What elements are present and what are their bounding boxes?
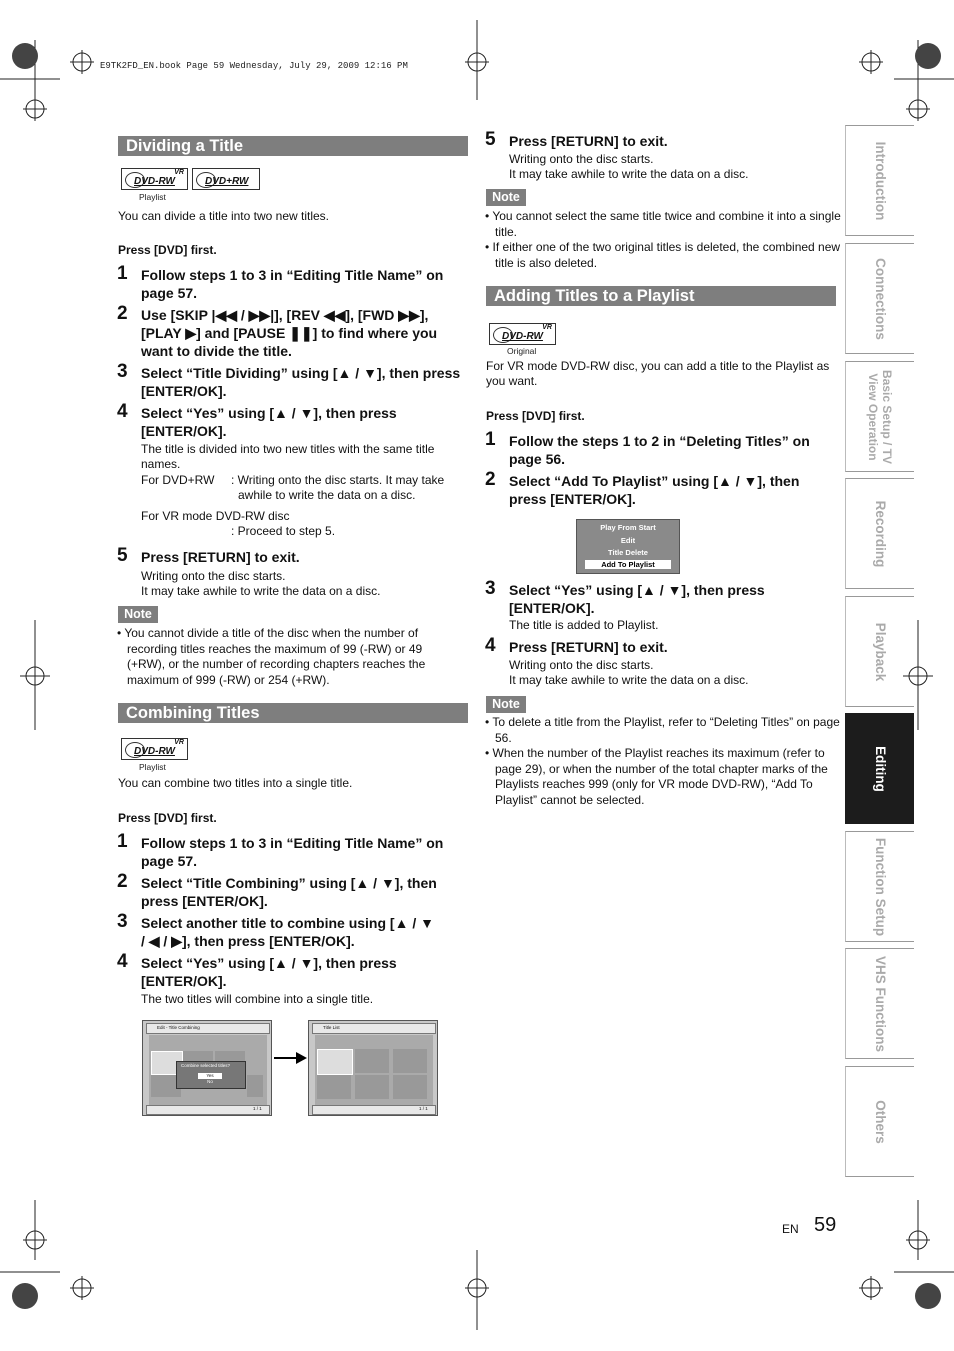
step-text: Press [RETURN] to exit. bbox=[141, 549, 300, 565]
note-text: • You cannot select the same title twice and combine it into a single title. bbox=[485, 209, 841, 239]
step-description: It may take awhile to write the data on a disc. bbox=[141, 584, 381, 598]
note-label: Note bbox=[486, 189, 526, 206]
step-text: Press [RETURN] to exit. bbox=[509, 639, 668, 655]
section-title-combining: Combining Titles bbox=[118, 703, 468, 723]
dialog-text: Combine selected titles? bbox=[181, 1063, 231, 1068]
note-text: • If either one of the two original titles is deleted, the combined new title is also deleted. bbox=[485, 240, 841, 270]
menu-item[interactable]: Title Delete bbox=[608, 548, 648, 557]
intro-text: For VR mode DVD-RW disc, you can add a title to the Playlist as you want. bbox=[486, 359, 830, 388]
press-instruction: Press [DVD] first. bbox=[486, 409, 585, 423]
step-number: 4 bbox=[117, 401, 128, 422]
press-instruction: Press [DVD] first. bbox=[118, 243, 217, 257]
step-number: 4 bbox=[117, 951, 128, 972]
playlist-menu bbox=[576, 519, 680, 574]
step-number: 3 bbox=[485, 578, 496, 599]
intro-text: You can divide a title into two new titles. bbox=[118, 209, 330, 223]
step-number: 5 bbox=[117, 545, 128, 566]
press-instruction: Press [DVD] first. bbox=[118, 811, 217, 825]
step-text: Select “Title Combining” using [▲ / ▼], then press [ENTER/OK]. bbox=[141, 875, 437, 909]
menu-item[interactable]: Play From Start bbox=[600, 523, 656, 532]
step-number: 4 bbox=[485, 635, 496, 656]
step-text: Press [RETURN] to exit. bbox=[509, 133, 668, 149]
menu-item[interactable]: Edit bbox=[620, 536, 636, 545]
note-text: • When the number of the Playlist reaches its maximum (refer to page 29), or when the number of the total chapter marks of the Playlists reaches 999 (only for VR mode DVD-RW), “Add To Playlist” cannot be selected. bbox=[485, 746, 828, 807]
language-label: EN bbox=[782, 1222, 799, 1236]
step-number: 2 bbox=[117, 871, 128, 892]
tab-others[interactable]: Others bbox=[845, 1066, 914, 1177]
screen-title: Edit - Title Combining bbox=[157, 1025, 200, 1030]
note-text: • To delete a title from the Playlist, refer to “Deleting Titles” on page 56. bbox=[485, 715, 840, 745]
tab-recording[interactable]: Recording bbox=[845, 478, 914, 589]
dvd-rw-vr-logo: VR DVD-RW bbox=[121, 168, 188, 190]
tab-connections[interactable]: Connections bbox=[845, 243, 914, 354]
note-label: Note bbox=[118, 606, 158, 623]
section-title-playlist: Adding Titles to a Playlist bbox=[486, 286, 836, 306]
step-description: The title is added to Playlist. bbox=[509, 618, 659, 632]
step-number: 2 bbox=[485, 469, 496, 490]
note-text: • You cannot divide a title of the disc when the number of recording titles reaches the maximum of 99 (-RW) or 49 (+RW), or the number of recording chapters reaches the maximum of 999 (-RW) or 254 (+RW). bbox=[117, 626, 426, 687]
tab-introduction[interactable]: Introduction bbox=[845, 125, 914, 236]
tab-vhs-functions[interactable]: VHS Functions bbox=[845, 948, 914, 1059]
dialog-yes: Yes bbox=[198, 1073, 222, 1079]
step-text: Select “Yes” using [▲ / ▼], then press [ENTER/OK]. bbox=[509, 582, 765, 616]
note-label: Note bbox=[486, 696, 526, 713]
step-number: 2 bbox=[117, 303, 128, 324]
step-text: Select “Title Dividing” using [▲ / ▼], then press [ENTER/OK]. bbox=[141, 365, 461, 399]
step-text: Select another title to combine using [▲ / ▼ / ◀ / ▶], then press [ENTER/OK]. bbox=[141, 915, 434, 949]
step-description: It may take awhile to write the data on a disc. bbox=[509, 673, 749, 687]
step-text: Use [SKIP |◀◀ / ▶▶|], [REV ◀◀], [FWD ▶▶], [PLAY ▶] and [PAUSE ❚❚] to find where you want to divide the title. bbox=[141, 307, 438, 359]
step-description: The title is divided into two new titles with the same title names. bbox=[141, 442, 435, 471]
step-number: 3 bbox=[117, 361, 128, 382]
step-text: Follow the steps 1 to 2 in “Deleting Titles” on page 56. bbox=[509, 433, 810, 467]
dvd-plus-rw-label: For DVD+RW bbox=[141, 473, 215, 487]
step-number: 1 bbox=[117, 263, 128, 284]
step-text: Select “Yes” using [▲ / ▼], then press [ENTER/OK]. bbox=[141, 405, 397, 439]
intro-text: You can combine two titles into a single title. bbox=[118, 776, 353, 790]
dvd-plus-rw-logo: DVD+RW bbox=[192, 168, 260, 190]
step-description: Writing onto the disc starts. bbox=[509, 152, 654, 166]
step-text: Follow steps 1 to 3 in “Editing Title Name” on page 57. bbox=[141, 835, 444, 869]
dvd-rw-vr-logo: VR DVD-RW bbox=[121, 738, 188, 760]
vr-mode-description: : Proceed to step 5. bbox=[231, 524, 336, 538]
step-description: The two titles will combine into a single title. bbox=[141, 992, 374, 1006]
page-number: 59 bbox=[814, 1214, 837, 1236]
arrow-right-icon bbox=[274, 1050, 308, 1066]
screen-title: Title List bbox=[323, 1025, 340, 1030]
logo-caption: Playlist bbox=[139, 192, 166, 202]
step-description: Writing onto the disc starts. bbox=[141, 569, 286, 583]
step-number: 1 bbox=[117, 831, 128, 852]
menu-item-selected[interactable]: Add To Playlist bbox=[585, 560, 671, 569]
screen-title-list bbox=[308, 1020, 438, 1116]
screen-title-combining bbox=[142, 1020, 272, 1116]
step-text: Select “Yes” using [▲ / ▼], then press [ENTER/OK]. bbox=[141, 955, 397, 989]
dvd-plus-rw-description: : Writing onto the disc starts. It may take awhile to write the data on a disc. bbox=[231, 473, 445, 502]
step-description: It may take awhile to write the data on a disc. bbox=[509, 167, 749, 181]
vr-mode-label: For VR mode DVD-RW disc bbox=[141, 509, 290, 523]
file-header: E9TK2FD_EN.book Page 59 Wednesday, July 29, 2009 12:16 PM bbox=[100, 61, 408, 71]
section-title-dividing: Dividing a Title bbox=[118, 136, 468, 156]
logo-caption: Playlist bbox=[139, 762, 166, 772]
page-indicator: 1 / 1 bbox=[419, 1106, 428, 1111]
dialog-no: No bbox=[207, 1079, 213, 1084]
step-number: 3 bbox=[117, 911, 128, 932]
tab-basic-setup[interactable]: Basic Setup / TV View Operation bbox=[845, 361, 914, 472]
step-text: Follow steps 1 to 3 in “Editing Title Name” on page 57. bbox=[141, 267, 444, 301]
tab-playback[interactable]: Playback bbox=[845, 596, 914, 707]
step-number: 5 bbox=[485, 129, 496, 150]
step-text: Select “Add To Playlist” using [▲ / ▼], then press [ENTER/OK]. bbox=[509, 473, 800, 507]
logo-caption: Original bbox=[507, 346, 537, 356]
dvd-rw-vr-logo: VR DVD-RW bbox=[489, 323, 556, 345]
step-description: Writing onto the disc starts. bbox=[509, 658, 654, 672]
page-indicator: 1 / 1 bbox=[253, 1106, 262, 1111]
tab-function-setup[interactable]: Function Setup bbox=[845, 831, 914, 942]
tab-editing[interactable]: Editing bbox=[845, 713, 914, 824]
step-number: 1 bbox=[485, 429, 496, 450]
